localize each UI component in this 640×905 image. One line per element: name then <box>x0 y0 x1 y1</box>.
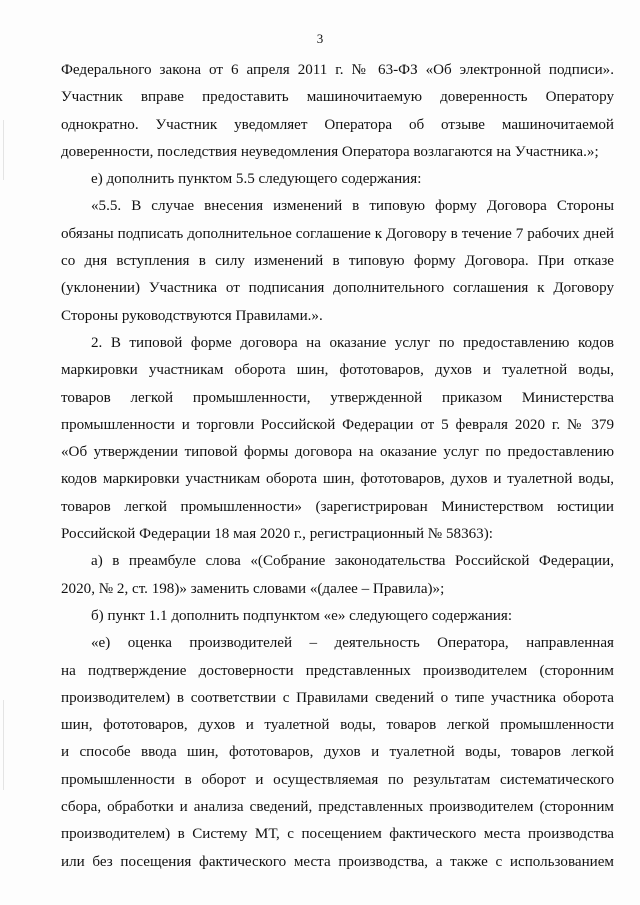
scan-artifact <box>3 700 4 790</box>
text-line: Российской Федерации 18 мая 2020 г., регистрационный № 58363): <box>61 526 493 543</box>
text-line: или без посещения фактического места производства, а также с использованием <box>61 853 614 870</box>
text-line: Участник вправе предоставить машиночитаемую доверенность Оператору <box>61 89 614 106</box>
text-line: 2020, № 2, ст. 198)» заменить словами «(далее – Правила)»; <box>61 580 445 597</box>
text-line: маркировки участникам оборота шин, фототоваров, духов и туалетной воды, <box>61 362 614 379</box>
text-line: товаров легкой промышленности» (зарегистрирован Министерством юстиции <box>61 498 614 515</box>
text-line: (уклонении) Участника от подписания дополнительного соглашения к Договору <box>61 280 614 297</box>
text-line: обязаны подписать дополнительное соглашение к Договору в течение 7 рабочих дней <box>61 225 614 242</box>
paragraph-subitem-e <box>61 630 614 876</box>
text-line: «Об утверждении типовой формы договора на оказание услуг по предоставлению <box>61 444 614 461</box>
text-line: а) в преамбуле слова «(Собрание законодательства Российской Федерации, <box>91 553 614 570</box>
text-line: кодов маркировки участникам оборота шин, фототоваров, духов и туалетной воды, <box>61 471 614 488</box>
text-line: со дня вступления в силу изменений в типовую форму Договора. При отказе <box>61 253 614 270</box>
paragraph-clause-5-5 <box>61 193 614 329</box>
text-line: Стороны руководствуются Правилами.». <box>61 307 323 324</box>
text-line: Федерального закона от 6 апреля 2011 г. № 63-ФЗ «Об электронной подписи». <box>61 62 614 78</box>
scan-artifact <box>3 120 4 180</box>
text-line: промышленности и торговли Российской Федерации от 5 февраля 2020 г. № 379 <box>61 416 614 433</box>
text-line: промышленности в оборот и осуществляемая по результатам систематического <box>61 771 614 788</box>
text-line: 2. В типовой форме договора на оказание услуг по предоставлению кодов <box>91 334 614 351</box>
text-line: доверенности, последствия неуведомления Оператора возлагаются на Участника.»; <box>61 143 599 160</box>
text-line: е) дополнить пунктом 5.5 следующего содержания: <box>91 171 422 188</box>
text-line: «е) оценка производителей – деятельность Оператора, направленная <box>91 635 614 652</box>
text-line: однократно. Участник уведомляет Оператора об отзыве машиночитаемой <box>61 116 614 133</box>
paragraph-section-2 <box>61 330 614 548</box>
paragraph-item-b <box>61 603 614 630</box>
paragraph-item-a <box>61 548 614 603</box>
text-line: производителем) в соответствии с Правилами сведений о типе участника оборота <box>61 689 614 706</box>
text-line: товаров легкой промышленности, утвержденной приказом Министерства <box>61 389 614 406</box>
text-line: шин, фототоваров, духов и туалетной воды, товаров легкой промышленности <box>61 717 614 734</box>
document-body <box>61 57 614 876</box>
text-line: «5.5. В случае внесения изменений в типовую форму Договора Стороны <box>91 198 614 215</box>
paragraph-item-e <box>61 166 614 193</box>
text-line: и способе ввода шин, фототоваров, духов и туалетной воды, товаров легкой <box>61 744 614 761</box>
text-line: сбора, обработки и анализа сведений, представленных производителем (сторонним <box>61 799 614 816</box>
text-line: производителем) в Систему МТ, с посещением фактического места производства <box>61 826 614 843</box>
paragraph-law-reference <box>61 57 614 166</box>
text-line: на подтверждение достоверности представленных производителем (сторонним <box>61 662 614 679</box>
text-line: б) пункт 1.1 дополнить подпунктом «е» следующего содержания: <box>91 607 513 624</box>
page-number: 3 <box>316 31 324 46</box>
